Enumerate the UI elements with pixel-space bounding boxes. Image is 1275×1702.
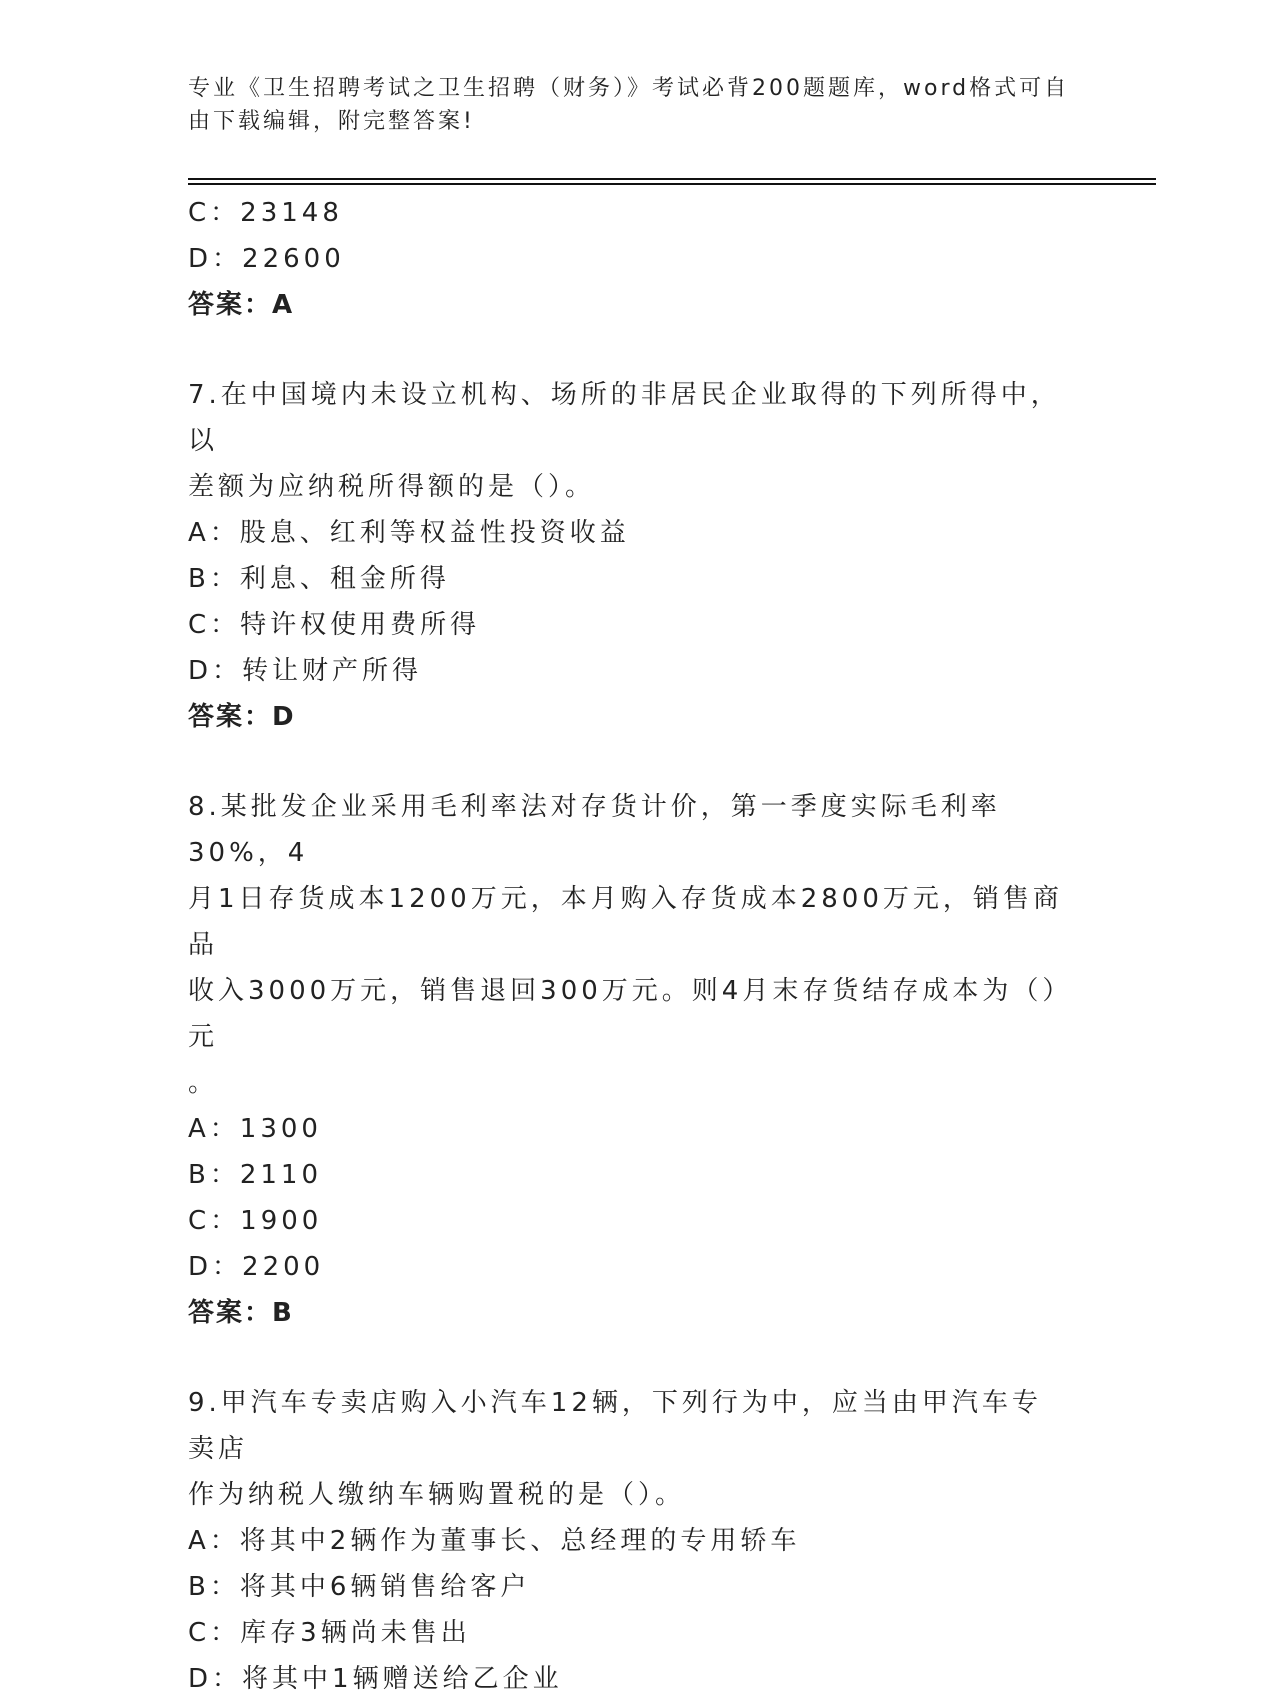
question-7 [188, 372, 1088, 740]
option-c: C：1900 [188, 1206, 323, 1236]
answer-line: 答案：A [188, 290, 295, 320]
question-text: 7.在中国境内未设立机构、场所的非居民企业取得的下列所得中，以 差额为应纳税所得额的是（）。 [188, 380, 1061, 502]
question-9 [188, 1380, 1088, 1702]
answer-line: 答案：B [188, 1298, 294, 1328]
answer-line: 答案：D [188, 702, 296, 732]
option-c: C：特许权使用费所得 [188, 610, 481, 640]
option-b: B：将其中6辆销售给客户 [188, 1572, 531, 1602]
header-rule-top [188, 178, 1156, 180]
option-c: C：库存3辆尚未售出 [188, 1618, 471, 1648]
question-8 [188, 784, 1088, 1336]
option-a: A：股息、红利等权益性投资收益 [188, 518, 630, 548]
option-a: A：将其中2辆作为董事长、总经理的专用轿车 [188, 1526, 801, 1556]
option-d: D：22600 [188, 244, 345, 274]
option-c: C：23148 [188, 198, 343, 228]
option-d: D：转让财产所得 [188, 656, 423, 686]
question-6-tail [188, 190, 1088, 328]
option-d: D：将其中1辆赠送给乙企业 [188, 1664, 563, 1694]
document-header: 专业《卫生招聘考试之卫生招聘（财务）》考试必背200题题库，word格式可自 由下载编辑，附完整答案! [188, 76, 1070, 134]
header-rule-bottom [188, 183, 1156, 185]
document-body [188, 190, 1088, 1702]
question-text: 8.某批发企业采用毛利率法对存货计价，第一季度实际毛利率30%，4 月1日存货成本1200万元，本月购入存货成本2800万元，销售商品 收入3000万元，销售退回300万元。则4月末存货结存成本为（）元 。 [188, 792, 1063, 1098]
option-b: B：利息、租金所得 [188, 564, 450, 594]
question-text: 9.甲汽车专卖店购入小汽车12辆，下列行为中，应当由甲汽车专卖店 作为纳税人缴纳车辆购置税的是（）。 [188, 1388, 1042, 1510]
option-b: B：2110 [188, 1160, 323, 1190]
option-a: A：1300 [188, 1114, 322, 1144]
option-d: D：2200 [188, 1252, 325, 1282]
